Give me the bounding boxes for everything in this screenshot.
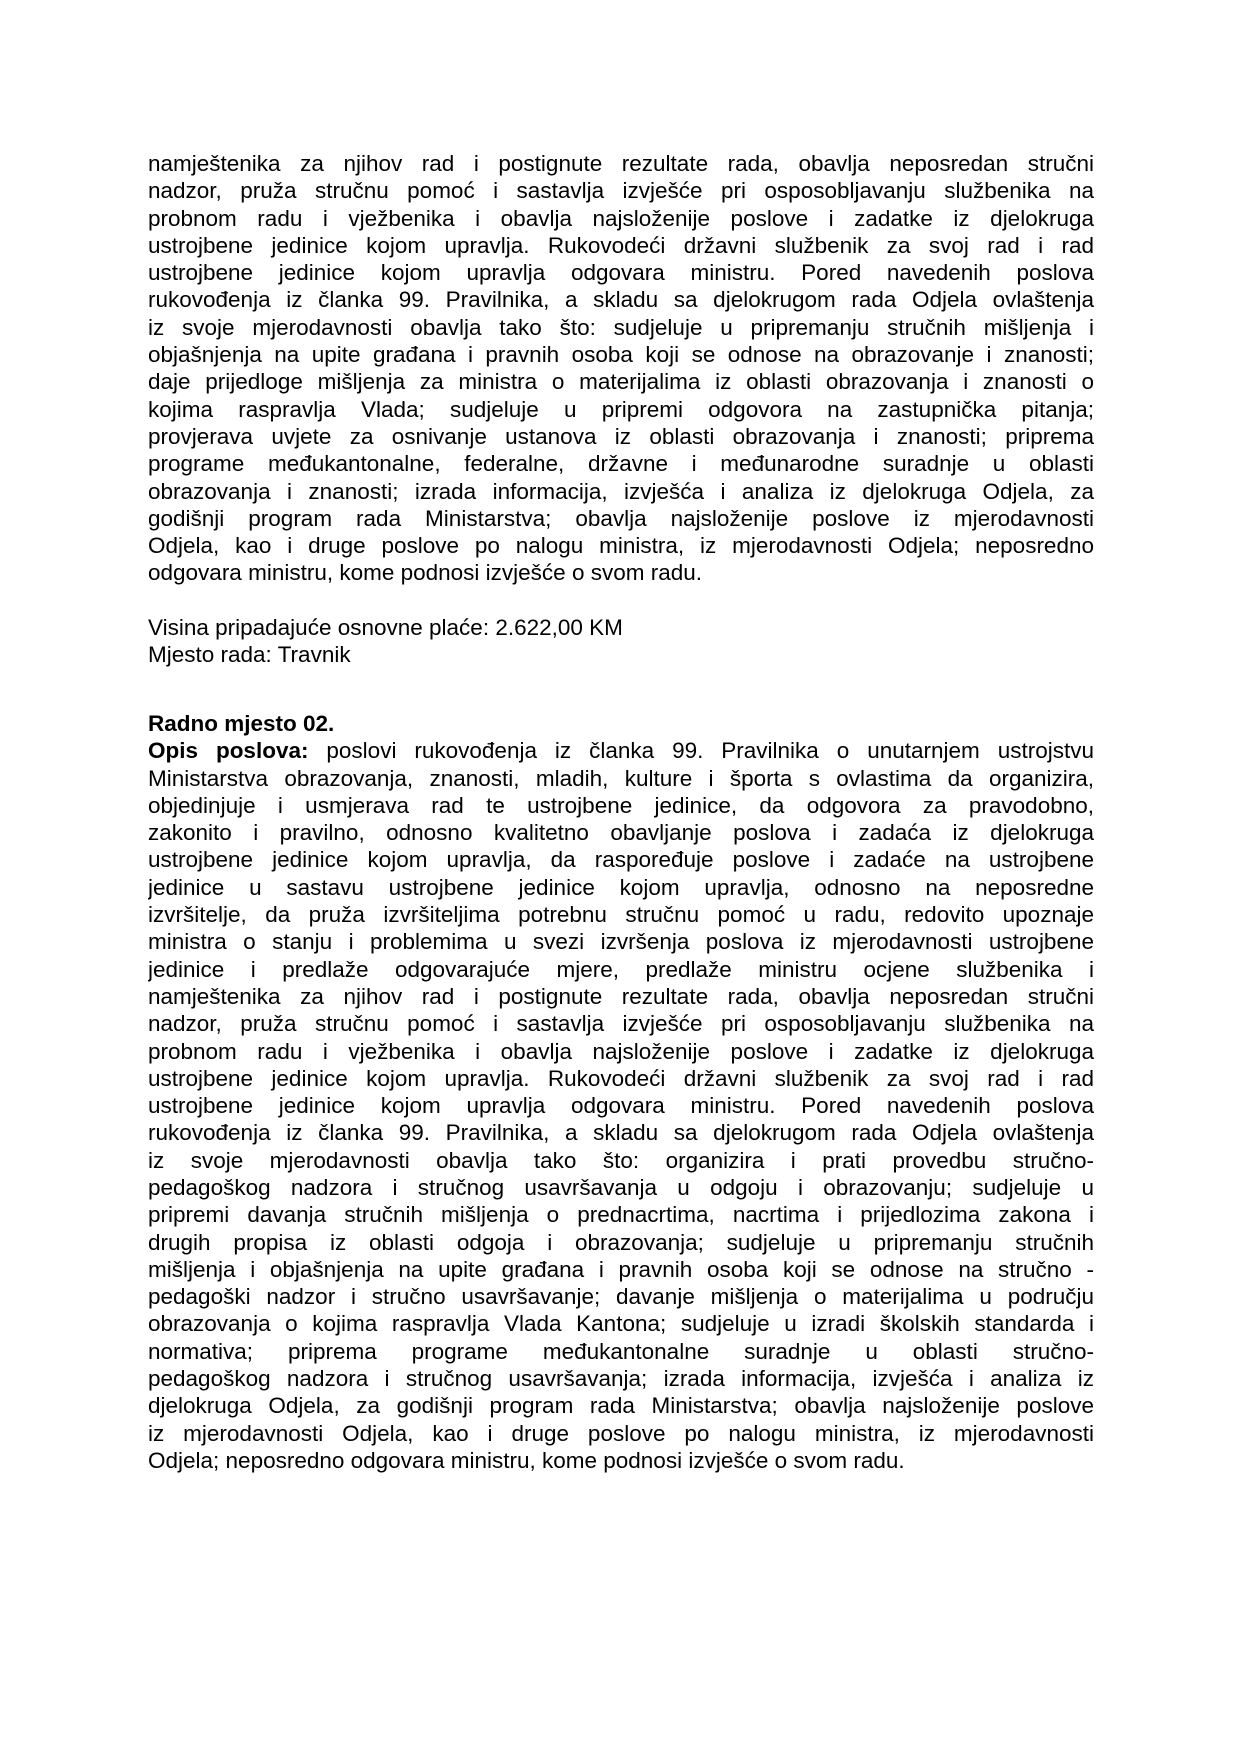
text-line: namještenika za njihov rad i postignute rezultate rada, obavlja neposredan stručni: [148, 983, 1094, 1009]
document-page: [148, 150, 1094, 1474]
text-line: provjerava uvjete za osnivanje ustanova iz oblasti obrazovanja i znanosti; priprema: [148, 423, 1094, 449]
job-description-label: Opis poslova:: [148, 738, 309, 764]
text-line: daje prijedloge mišljenja za ministra o materijalima iz oblasti obrazovanja i znanosti o: [148, 369, 1094, 395]
text-line: objedinjuje i usmjerava rad te ustrojbene jedinice, da odgovora za pravodobno,: [148, 792, 1094, 818]
spacer: [148, 696, 1094, 710]
text-line: pedagoški nadzor i stručno usavršavanje; davanje mišljenja o materijalima u području: [148, 1284, 1094, 1310]
text-line: obrazovanja i znanosti; izrada informacija, izvješća i analiza iz djelokruga Odjela, za: [148, 478, 1094, 504]
text-line: zakonito i pravilno, odnosno kvalitetno obavljanje poslova i zadaća iz djelokruga: [148, 820, 1094, 846]
text-line: normativa; priprema programe međukantonalne suradnje u oblasti stručno-: [148, 1338, 1094, 1364]
text-line: namještenika za njihov rad i postignute rezultate rada, obavlja neposredan stručni: [148, 151, 1094, 176]
text-line: obrazovanja o kojima raspravlja Vlada Kantona; sudjeluje u izradi školskih standarda i: [148, 1311, 1094, 1337]
position-heading: Radno mjesto 02.: [148, 710, 335, 736]
text-line: iz mjerodavnosti Odjela, kao i druge poslove po nalogu ministra, iz mjerodavnosti: [148, 1420, 1094, 1446]
text-line: Odjela, kao i druge poslove po nalogu ministra, iz mjerodavnosti Odjela; neposredno: [148, 533, 1094, 559]
text-line: probnom radu i vježbenika i obavlja najsloženije poslove i zadatke iz djelokruga: [148, 205, 1094, 231]
text-line: objašnjenja na upite građana i pravnih osoba koji se odnose na obrazovanje i znanosti;: [148, 342, 1094, 368]
spacer: [148, 587, 1094, 614]
text-line: probnom radu i vježbenika i obavlja najsloženije poslove i zadatke iz djelokruga: [148, 1038, 1094, 1064]
text-line: godišnji program rada Ministarstva; obavlja najsloženije poslove iz mjerodavnosti: [148, 505, 1094, 531]
text-line: nadzor, pruža stručnu pomoć i sastavlja izvješće pri osposobljavanju službenika na: [148, 1011, 1094, 1037]
text-line: mišljenja i objašnjenja na upite građana i pravnih osoba koji se odnose na stručno -: [148, 1256, 1094, 1282]
text-line: kojima raspravlja Vlada; sudjeluje u pripremi odgovora na zastupnička pitanja;: [148, 396, 1094, 422]
text-line: ustrojbene jedinice kojom upravlja odgovara ministru. Pored navedenih poslova: [148, 1093, 1094, 1119]
text-line: ustrojbene jedinice kojom upravlja, da raspoređuje poslove i zadaće na ustrojbene: [148, 847, 1094, 873]
text-line: pripremi davanja stručnih mišljenja o prednacrtima, nacrtima i prijedlozima zakona i: [148, 1202, 1094, 1228]
text-line: ustrojbene jedinice kojom upravlja. Rukovodeći državni službenik za svoj rad i rad: [148, 232, 1094, 258]
text-line: [148, 737, 1094, 764]
text-line: ustrojbene jedinice kojom upravlja odgovara ministru. Pored navedenih poslova: [148, 260, 1094, 286]
text-line: Ministarstva obrazovanja, znanosti, mladih, kulture i športa s ovlastima da organizira,: [148, 765, 1094, 791]
text-line: iz svoje mjerodavnosti obavlja tako što: sudjeluje u pripremanju stručnih mišljenja i: [148, 314, 1094, 340]
text-line: ustrojbene jedinice kojom upravlja. Rukovodeći državni službenik za svoj rad i rad: [148, 1065, 1094, 1091]
text-line: Odjela; neposredno odgovara ministru, kome podnosi izvješće o svom radu.: [148, 1447, 905, 1473]
text-line: jedinice i predlaže odgovarajuće mjere, predlaže ministru ocjene službenika i: [148, 956, 1094, 982]
job-description-paragraph: [148, 737, 1094, 1474]
salary-info: Visina pripadajuće osnovne plaće: 2.622,00 KM: [148, 615, 623, 641]
text-line: nadzor, pruža stručnu pomoć i sastavlja izvješće pri osposobljavanju službenika na: [148, 178, 1094, 204]
job-description-first-line: poslovi rukovođenja iz članka 99. Pravilnika o unutarnjem ustrojstvu: [308, 738, 1094, 764]
text-line: rukovođenja iz članka 99. Pravilnika, a skladu sa djelokrugom rada Odjela ovlaštenja: [148, 287, 1094, 313]
text-line: rukovođenja iz članka 99. Pravilnika, a skladu sa djelokrugom rada Odjela ovlaštenja: [148, 1120, 1094, 1146]
work-location: Mjesto rada: Travnik: [148, 642, 351, 668]
text-line: odgovara ministru, kome podnosi izvješće o svom radu.: [148, 560, 703, 586]
text-line: pedagoškog nadzora i stručnog usavršavanja; izrada informacija, izvješća i analiza iz: [148, 1366, 1094, 1392]
spacer: [148, 669, 1094, 696]
text-line: izvršitelje, da pruža izvršiteljima potrebnu stručnu pomoć u radu, redovito upoznaje: [148, 902, 1094, 928]
section-1-continued-paragraph: [148, 150, 1094, 587]
text-line: drugih propisa iz oblasti odgoja i obrazovanja; sudjeluje u pripremanju stručnih: [148, 1229, 1094, 1255]
text-line: djelokruga Odjela, za godišnji program rada Ministarstva; obavlja najsloženije poslove: [148, 1393, 1094, 1419]
text-line: ministra o stanju i problemima u svezi izvršenja poslova iz mjerodavnosti ustrojbene: [148, 929, 1094, 955]
text-line: programe međukantonalne, federalne, državne i međunarodne suradnje u oblasti: [148, 451, 1094, 477]
text-line: iz svoje mjerodavnosti obavlja tako što: organizira i prati provedbu stručno-: [148, 1147, 1094, 1173]
text-line: pedagoškog nadzora i stručnog usavršavanja u odgoju i obrazovanju; sudjeluje u: [148, 1174, 1094, 1200]
text-line: jedinice u sastavu ustrojbene jedinice kojom upravlja, odnosno na neposredne: [148, 874, 1094, 900]
